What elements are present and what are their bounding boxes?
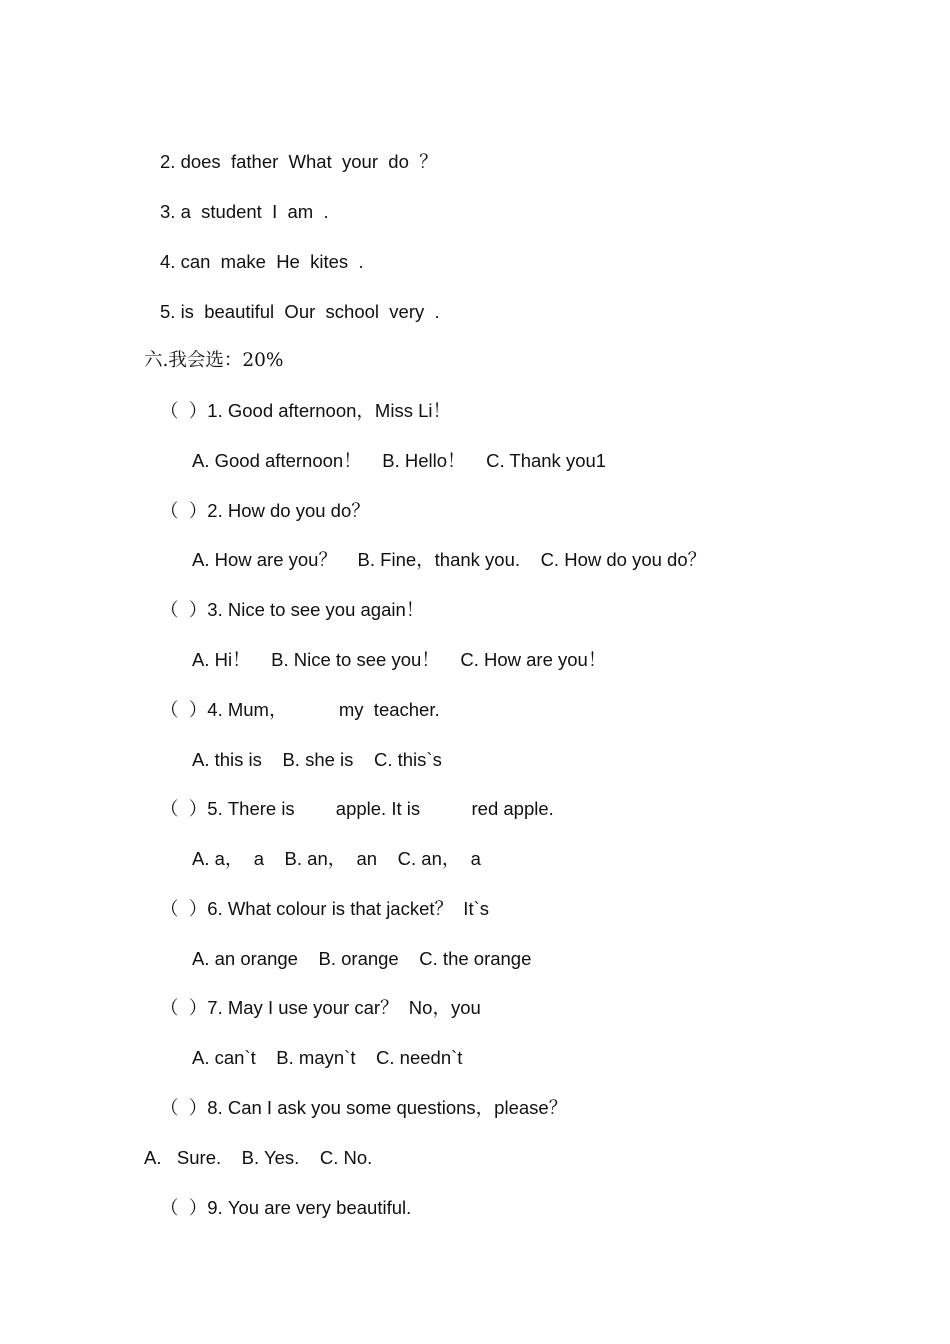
question-4-stem: （ ）4. Mum， my teacher. (160, 699, 440, 720)
question-1-stem: （ ）1. Good afternoon，Miss Li！ (160, 400, 451, 421)
reorder-item-3: 3. a student I am . (160, 201, 329, 222)
question-6-options: A. an orange B. orange C. the orange (192, 948, 532, 969)
question-7-options: A. can`t B. mayn`t C. needn`t (192, 1047, 463, 1068)
question-6-stem: （ ）6. What colour is that jacket？ It`s (160, 898, 489, 919)
question-7-stem: （ ）7. May I use your car？ No，you (160, 997, 481, 1018)
section-6-heading: 六.我会选：20% (144, 350, 284, 371)
reorder-item-4: 4. can make He kites . (160, 251, 364, 272)
question-8-stem: （ ）8. Can I ask you some questions，please？ (160, 1097, 568, 1118)
question-3-stem: （ ）3. Nice to see you again！ (160, 599, 425, 620)
reorder-item-2: 2. does father What your do ？ (160, 151, 438, 172)
question-2-stem: （ ）2. How do you do？ (160, 500, 370, 521)
question-5-stem: （ ）5. There is apple. It is red apple. (160, 798, 554, 819)
question-2-options: A. How are you？ B. Fine，thank you. C. How do you do？ (192, 549, 707, 570)
question-8-options: A. Sure. B. Yes. C. No. (144, 1147, 373, 1168)
question-5-options: A. a， a B. an， an C. an， a (192, 848, 481, 869)
question-9-stem: （ ）9. You are very beautiful. (160, 1197, 412, 1218)
question-4-options: A. this is B. she is C. this`s (192, 749, 442, 770)
question-3-options: A. Hi！ B. Nice to see you！ C. How are you！ (192, 649, 607, 670)
reorder-item-5: 5. is beautiful Our school very . (160, 301, 440, 322)
question-1-options: A. Good afternoon！ B. Hello！ C. Thank you1 (192, 450, 607, 471)
